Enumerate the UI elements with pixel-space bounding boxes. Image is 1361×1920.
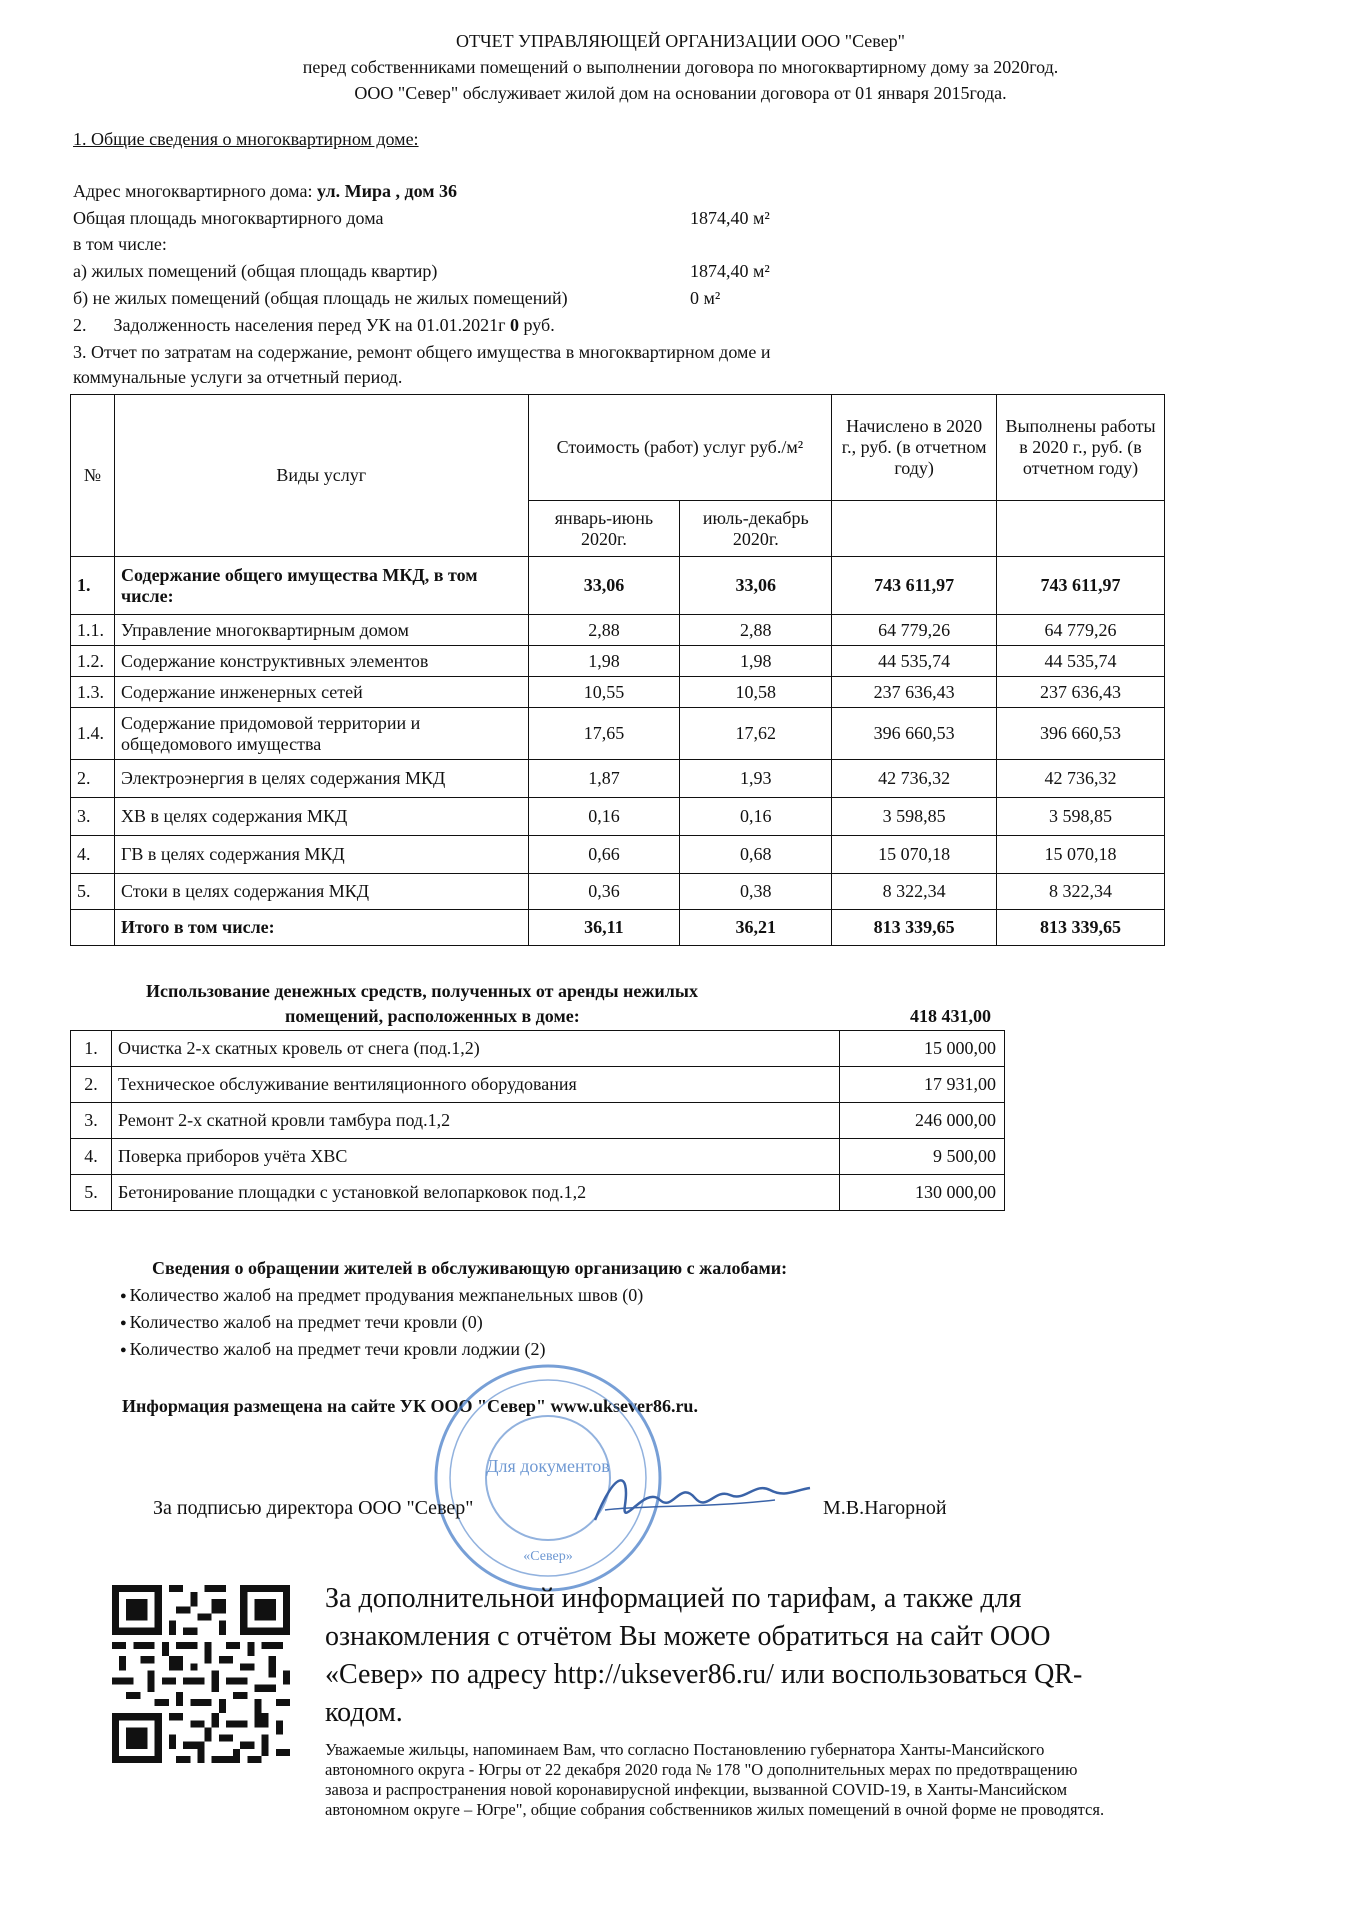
list-item — [71, 1103, 1005, 1139]
rent-table — [70, 1030, 1005, 1211]
table-row — [71, 708, 1165, 760]
rent-row-value: 9 500,00 — [840, 1139, 1005, 1175]
total-charged: 813 339,65 — [832, 910, 997, 946]
row-charged: 237 636,43 — [832, 677, 997, 708]
list-item — [71, 1031, 1005, 1067]
debt-unit: руб. — [519, 315, 555, 335]
rent-row-name: Поверка приборов учёта ХВС — [112, 1139, 840, 1175]
row-h1: 1,98 — [528, 646, 680, 677]
row-done: 396 660,53 — [997, 708, 1165, 760]
report-title: ОТЧЕТ УПРАВЛЯЮЩЕЙ ОРГАНИЗАЦИИ ООО "Север" — [455, 31, 906, 51]
nonresidential-label: б) не жилых помещений (общая площадь не жилых помещений) — [73, 288, 568, 308]
residential-value: 1874,40 м² — [690, 261, 770, 281]
row-name: Содержание придомовой территории и общедомового имущества — [114, 708, 528, 760]
row-no: 2. — [71, 760, 115, 798]
row-name: Электроэнергия в целях содержания МКД — [114, 760, 528, 798]
debt-value: 0 — [510, 315, 520, 335]
rent-row-value: 130 000,00 — [840, 1175, 1005, 1211]
row-charged: 743 611,97 — [832, 557, 997, 615]
row-name: ХВ в целях содержания МКД — [114, 798, 528, 836]
row-done: 8 322,34 — [997, 874, 1165, 910]
rent-row-no: 1. — [71, 1031, 112, 1067]
rent-row-no: 5. — [71, 1175, 112, 1211]
row-h2: 1,93 — [680, 760, 832, 798]
row-charged: 44 535,74 — [832, 646, 997, 677]
rent-title-line2: помещений, расположенных в доме: — [285, 1006, 580, 1026]
complaint-item: ● Количество жалоб на предмет продувания межпанельных швов (0) — [120, 1284, 643, 1309]
table-row — [71, 615, 1165, 646]
rent-row-name: Ремонт 2-х скатной кровли тамбура под.1,2 — [112, 1103, 840, 1139]
total-empty — [71, 910, 115, 946]
row-no: 1.2. — [71, 646, 115, 677]
row-no: 1.4. — [71, 708, 115, 760]
stamp-bottom: «Север» — [523, 1549, 573, 1564]
row-charged: 3 598,85 — [832, 798, 997, 836]
residential-label: а) жилых помещений (общая площадь квартир) — [73, 261, 438, 281]
footer-info: За дополнительной информацией по тарифам, а также для ознакомления с отчётом Вы можете обратиться на сайт ООО «Север» по адресу http://uksever86.ru/ или воспользоваться QR-кодом. — [325, 1583, 1083, 1728]
contract-line: ООО "Север" обслуживает жилой дом на основании договора от 01 января 2015года. — [354, 83, 1007, 103]
row-h1: 33,06 — [528, 557, 680, 615]
debt-text: Задолженность населения перед УК на 01.01.2021г — [113, 315, 511, 335]
rent-row-name: Бетонирование площадки с установкой велопарковок под.1,2 — [112, 1175, 840, 1211]
row-name: Содержание общего имущества МКД, в том числе: — [114, 557, 528, 615]
header-h2: июль-декабрь 2020г. — [680, 501, 832, 557]
row-h2: 1,98 — [680, 646, 832, 677]
cost-table — [70, 394, 1165, 946]
total-area-label: Общая площадь многоквартирного дома — [73, 208, 384, 228]
row-charged: 8 322,34 — [832, 874, 997, 910]
qr-code[interactable] — [112, 1585, 290, 1763]
complaint-item: ● Количество жалоб на предмет течи кровли лоджии (2) — [120, 1338, 546, 1363]
table-row — [71, 836, 1165, 874]
table-row — [71, 677, 1165, 708]
rent-row-no: 2. — [71, 1067, 112, 1103]
site-info: Информация размещена на сайте УК ООО "Север" www.uksever86.ru. — [122, 1396, 698, 1416]
row-done: 42 736,32 — [997, 760, 1165, 798]
row-h1: 17,65 — [528, 708, 680, 760]
row-name: Содержание конструктивных элементов — [114, 646, 528, 677]
rent-row-value: 246 000,00 — [840, 1103, 1005, 1139]
rent-total: 418 431,00 — [910, 1006, 991, 1026]
total-area-value: 1874,40 м² — [690, 208, 770, 228]
table-row — [71, 760, 1165, 798]
row-charged: 396 660,53 — [832, 708, 997, 760]
row-h2: 10,58 — [680, 677, 832, 708]
address-value: ул. Мира , дом 36 — [316, 181, 457, 201]
header-done: Выполнены работы в 2020 г., руб. (в отчетном году) — [997, 395, 1165, 501]
row-h1: 0,36 — [528, 874, 680, 910]
list-item — [71, 1139, 1005, 1175]
row-h1: 0,66 — [528, 836, 680, 874]
rent-title-line1: Использование денежных средств, полученных от аренды нежилых — [146, 981, 698, 1001]
row-name: Управление многоквартирным домом — [114, 615, 528, 646]
rent-row-name: Техническое обслуживание вентиляционного оборудования — [112, 1067, 840, 1103]
row-name: Стоки в целях содержания МКД — [114, 874, 528, 910]
table-row — [71, 646, 1165, 677]
debt-num: 2. — [73, 315, 87, 335]
row-no: 1.3. — [71, 677, 115, 708]
section1-heading: 1. Общие сведения о многоквартирном доме: — [73, 129, 419, 149]
rent-row-no: 4. — [71, 1139, 112, 1175]
row-charged: 42 736,32 — [832, 760, 997, 798]
row-h1: 0,16 — [528, 798, 680, 836]
section3-line1: 3. Отчет по затратам на содержание, ремонт общего имущества в многоквартирном доме и — [73, 342, 771, 362]
rent-row-no: 3. — [71, 1103, 112, 1139]
row-no: 1.1. — [71, 615, 115, 646]
director-name: М.В.Нагорной — [823, 1497, 947, 1519]
row-done: 237 636,43 — [997, 677, 1165, 708]
row-h1: 2,88 — [528, 615, 680, 646]
rent-row-value: 17 931,00 — [840, 1067, 1005, 1103]
header-cost: Стоимость (работ) услуг руб./м² — [528, 395, 832, 501]
row-no: 3. — [71, 798, 115, 836]
header-service: Виды услуг — [114, 395, 528, 557]
row-name: Содержание инженерных сетей — [114, 677, 528, 708]
row-done: 15 070,18 — [997, 836, 1165, 874]
row-charged: 15 070,18 — [832, 836, 997, 874]
row-charged: 64 779,26 — [832, 615, 997, 646]
row-no: 1. — [71, 557, 115, 615]
header-h1: январь-июнь 2020г. — [528, 501, 680, 557]
table-row — [71, 798, 1165, 836]
debt-line — [73, 314, 555, 336]
report-subtitle: перед собственниками помещений о выполнении договора по многоквартирному дому за 2020год. — [302, 57, 1059, 77]
signature-label: За подписью директора ООО "Север" — [153, 1497, 474, 1519]
header-no: № — [71, 395, 115, 557]
row-h2: 33,06 — [680, 557, 832, 615]
row-name: ГВ в целях содержания МКД — [114, 836, 528, 874]
row-h2: 0,68 — [680, 836, 832, 874]
row-h2: 0,38 — [680, 874, 832, 910]
complaints-heading: Сведения о обращении жителей в обслуживающую организацию с жалобами: — [152, 1258, 788, 1278]
row-done: 44 535,74 — [997, 646, 1165, 677]
total-done: 813 339,65 — [997, 910, 1165, 946]
stamp-text: Для документов — [486, 1456, 610, 1476]
table-row — [71, 874, 1165, 910]
header-empty-2 — [997, 501, 1165, 557]
nonresidential-value: 0 м² — [690, 288, 721, 308]
table-row — [71, 557, 1165, 615]
total-h2: 36,21 — [680, 910, 832, 946]
rent-row-value: 15 000,00 — [840, 1031, 1005, 1067]
row-h2: 17,62 — [680, 708, 832, 760]
complaint-item: ● Количество жалоб на предмет течи кровли (0) — [120, 1311, 483, 1336]
row-h1: 10,55 — [528, 677, 680, 708]
row-no: 4. — [71, 836, 115, 874]
list-item — [71, 1175, 1005, 1211]
rent-row-name: Очистка 2-х скатных кровель от снега (под.1,2) — [112, 1031, 840, 1067]
section3-line2: коммунальные услуги за отчетный период. — [73, 367, 403, 387]
row-done: 64 779,26 — [997, 615, 1165, 646]
covid-notice: Уважаемые жильцы, напоминаем Вам, что согласно Постановлению губернатора Ханты-Мансийского автономного округа - Югры от 22 декабря 2020 года № 178 "О дополнительных мерах по предотвращению завоза и распространения новой коронавирусной инфекции, вызванной COVID-19, в Ханты-Мансийском автономном округе – Югре", общие собрания собственников жилых помещений в очной форме не проводятся. — [325, 1740, 1105, 1819]
total-row — [71, 910, 1165, 946]
row-done: 3 598,85 — [997, 798, 1165, 836]
row-done: 743 611,97 — [997, 557, 1165, 615]
signature-mark — [585, 1460, 815, 1540]
header-empty-1 — [832, 501, 997, 557]
list-item — [71, 1067, 1005, 1103]
including-label: в том числе: — [73, 234, 167, 254]
total-name: Итого в том числе: — [114, 910, 528, 946]
address-label: Адрес многоквартирного дома: — [73, 181, 317, 201]
row-h1: 1,87 — [528, 760, 680, 798]
total-h1: 36,11 — [528, 910, 680, 946]
row-no: 5. — [71, 874, 115, 910]
row-h2: 2,88 — [680, 615, 832, 646]
row-h2: 0,16 — [680, 798, 832, 836]
address-line — [73, 180, 457, 202]
header-charged: Начислено в 2020 г., руб. (в отчетном году) — [832, 395, 997, 501]
